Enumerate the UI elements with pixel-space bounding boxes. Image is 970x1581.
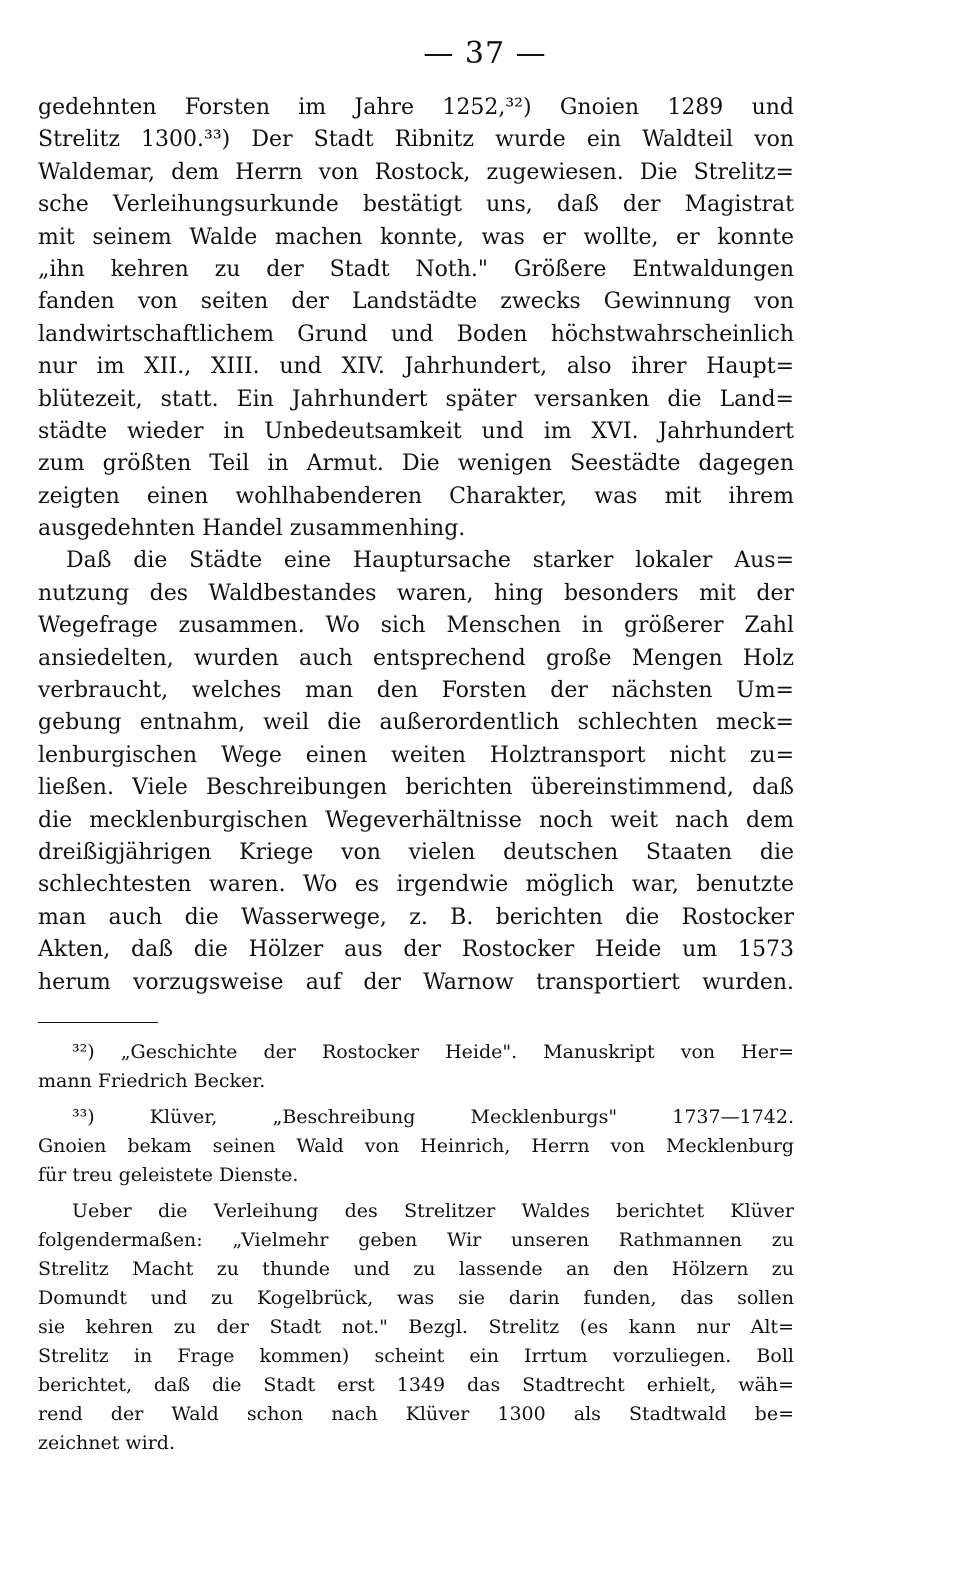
footnote-line: Strelitz Macht zu thunde und zu lassende an den Hölzern zu	[38, 1258, 794, 1280]
text-line: landwirtschaftlichem Grund und Boden höchstwahrscheinlich	[38, 321, 794, 347]
footnote-line: Strelitz in Frage kommen) scheint ein Irrtum vorzuliegen. Boll	[38, 1345, 794, 1367]
text-line: gedehnten Forsten im Jahre 1252,³²) Gnoien 1289 und	[38, 95, 794, 120]
text-line: zeigten einen wohlhabenderen Charakter, was mit ihrem	[38, 483, 794, 509]
text-line: dreißigjährigen Kriege von vielen deutschen Staaten die	[38, 839, 794, 865]
footnote-line: sie kehren zu der Stadt not." Bezgl. Strelitz (es kann nur Alt=	[38, 1316, 794, 1338]
footnote-line: berichtet, daß die Stadt erst 1349 das Stadtrecht erhielt, wäh=	[38, 1374, 794, 1396]
text-line: sche Verleihungsurkunde bestätigt uns, daß der Magistrat	[38, 192, 794, 218]
footnote-line: zeichnet wird.	[38, 1432, 175, 1454]
text-line: schlechtesten waren. Wo es irgendwie möglich war, benutzte	[38, 872, 794, 898]
footnote-line: ³²) „Geschichte der Rostocker Heide". Manuskript von Her=	[72, 1041, 794, 1063]
footnote-separator	[38, 1022, 158, 1023]
text-line: man auch die Wasserwege, z. B. berichten die Rostocker	[38, 904, 794, 930]
text-line: blütezeit, statt. Ein Jahrhundert später versanken die Land=	[38, 386, 794, 412]
footnote-line: ³³) Klüver, „Beschreibung Mecklenburgs" 1737—1742.	[72, 1106, 794, 1128]
text-line: Wegefrage zusammen. Wo sich Menschen in größerer Zahl	[38, 613, 794, 639]
footnote-line: rend der Wald schon nach Klüver 1300 als Stadtwald be=	[38, 1403, 794, 1425]
text-line: gebung entnahm, weil die außerordentlich schlechten meck=	[38, 710, 794, 736]
footnotes	[38, 1038, 794, 1458]
text-line: nutzung des Waldbestandes waren, hing besonders mit der	[38, 580, 794, 606]
text-line: die mecklenburgischen Wegeverhältnisse noch weit nach dem	[38, 807, 794, 833]
text-line: ließen. Viele Beschreibungen berichten übereinstimmend, daß	[38, 775, 794, 801]
text-line: nur im XII., XIII. und XIV. Jahrhundert, also ihrer Haupt=	[38, 354, 794, 380]
text-line: mit seinem Walde machen konnte, was er wollte, er konnte	[38, 224, 794, 250]
text-line: lenburgischen Wege einen weiten Holztransport nicht zu=	[38, 742, 794, 768]
footnote-line: für treu geleistete Dienste.	[38, 1164, 299, 1186]
page-number: — 37 —	[423, 36, 547, 71]
text-line: ansiedelten, wurden auch entsprechend große Mengen Holz	[38, 645, 794, 671]
main-text	[38, 92, 794, 999]
footnote-line: mann Friedrich Becker.	[38, 1070, 266, 1092]
text-line: fanden von seiten der Landstädte zwecks Gewinnung von	[38, 289, 794, 315]
footnote-line: Domundt und zu Kogelbrück, was sie darin funden, das sollen	[38, 1287, 794, 1309]
text-line: ausgedehnten Handel zusammenhing.	[38, 516, 466, 542]
text-line: Daß die Städte eine Hauptursache starker lokaler Aus=	[66, 548, 794, 574]
text-line: Waldemar, dem Herrn von Rostock, zugewiesen. Die Strelitz=	[38, 159, 794, 185]
text-line: herum vorzugsweise auf der Warnow transportiert wurden.	[38, 969, 794, 995]
footnote-line: Gnoien bekam seinen Wald von Heinrich, Herrn von Mecklenburg	[38, 1135, 794, 1157]
text-line: Strelitz 1300.³³) Der Stadt Ribnitz wurde ein Waldteil von	[38, 127, 794, 153]
text-line: zum größten Teil in Armut. Die wenigen Seestädte dagegen	[38, 451, 794, 477]
text-line: „ihn kehren zu der Stadt Noth." Größere Entwaldungen	[38, 256, 794, 282]
footnote-line: Ueber die Verleihung des Strelitzer Waldes berichtet Klüver	[72, 1200, 794, 1222]
text-line: verbraucht, welches man den Forsten der nächsten Um=	[38, 678, 794, 704]
footnote-line: folgendermaßen: „Vielmehr geben Wir unseren Rathmannen zu	[38, 1229, 794, 1251]
text-line: Akten, daß die Hölzer aus der Rostocker Heide um 1573	[38, 937, 794, 963]
text-line: städte wieder in Unbedeutsamkeit und im XVI. Jahrhundert	[38, 418, 794, 444]
